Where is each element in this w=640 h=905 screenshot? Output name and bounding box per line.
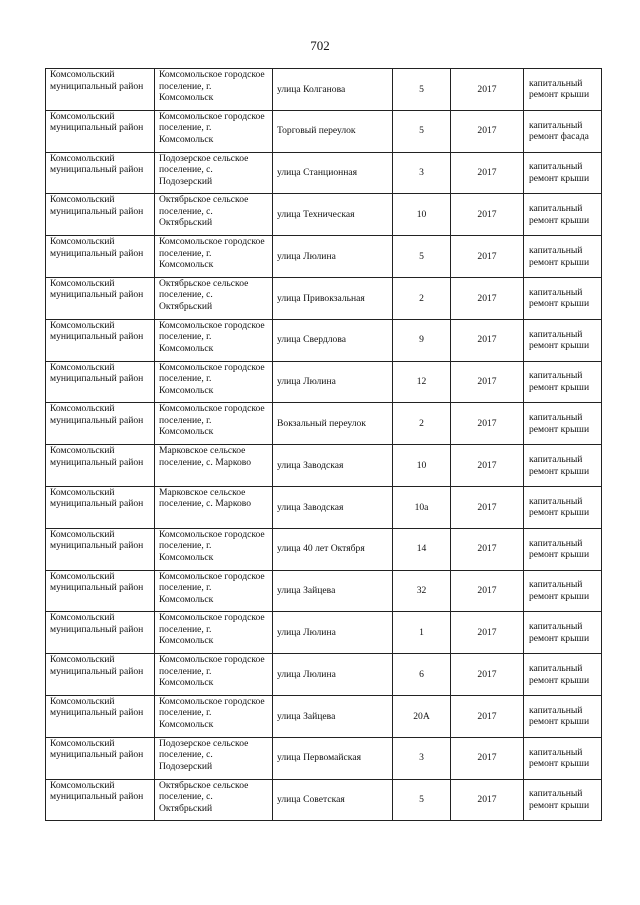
work-type-cell: капитальный ремонт крыши [524,152,602,194]
settlement-cell: Комсомольское городское поселение, г. Комсомольск [155,319,273,361]
street-cell: улица Советская [273,779,393,821]
street-cell: улица Заводская [273,445,393,487]
settlement-cell: Подозерское сельское поселение, с. Подозерский [155,152,273,194]
district-cell: Комсомольский муниципальный район [46,277,155,319]
table-row [46,361,602,403]
district-cell: Комсомольский муниципальный район [46,319,155,361]
work-type-cell: капитальный ремонт фасада [524,110,602,152]
repair-schedule-table [45,68,602,821]
district-cell: Комсомольский муниципальный район [46,612,155,654]
year-cell: 2017 [451,403,524,445]
district-cell: Комсомольский муниципальный район [46,654,155,696]
table-row [46,69,602,111]
table-row [46,695,602,737]
house-number-cell: 5 [393,110,451,152]
year-cell: 2017 [451,194,524,236]
table-body [46,69,602,821]
district-cell: Комсомольский муниципальный район [46,194,155,236]
work-type-cell: капитальный ремонт крыши [524,319,602,361]
street-cell: улица Зайцева [273,570,393,612]
district-cell: Комсомольский муниципальный район [46,236,155,278]
table-row [46,570,602,612]
work-type-cell: капитальный ремонт крыши [524,528,602,570]
settlement-cell: Марковское сельское поселение, с. Марково [155,486,273,528]
street-cell: улица Колганова [273,69,393,111]
street-cell: Торговый переулок [273,110,393,152]
district-cell: Комсомольский муниципальный район [46,361,155,403]
street-cell: улица Свердлова [273,319,393,361]
settlement-cell: Марковское сельское поселение, с. Марково [155,445,273,487]
table-row [46,486,602,528]
table-row [46,737,602,779]
street-cell: улица Первомайская [273,737,393,779]
year-cell: 2017 [451,779,524,821]
work-type-cell: капитальный ремонт крыши [524,779,602,821]
year-cell: 2017 [451,695,524,737]
house-number-cell: 14 [393,528,451,570]
house-number-cell: 5 [393,69,451,111]
street-cell: улица Заводская [273,486,393,528]
table-row [46,403,602,445]
year-cell: 2017 [451,737,524,779]
house-number-cell: 3 [393,152,451,194]
work-type-cell: капитальный ремонт крыши [524,737,602,779]
table-row [46,654,602,696]
year-cell: 2017 [451,486,524,528]
year-cell: 2017 [451,236,524,278]
year-cell: 2017 [451,445,524,487]
settlement-cell: Комсомольское городское поселение, г. Комсомольск [155,612,273,654]
street-cell: улица Люлина [273,361,393,403]
table-row [46,152,602,194]
settlement-cell: Комсомольское городское поселение, г. Комсомольск [155,236,273,278]
year-cell: 2017 [451,69,524,111]
settlement-cell: Комсомольское городское поселение, г. Комсомольск [155,528,273,570]
work-type-cell: капитальный ремонт крыши [524,69,602,111]
work-type-cell: капитальный ремонт крыши [524,695,602,737]
work-type-cell: капитальный ремонт крыши [524,612,602,654]
year-cell: 2017 [451,361,524,403]
work-type-cell: капитальный ремонт крыши [524,194,602,236]
table-row [46,110,602,152]
district-cell: Комсомольский муниципальный район [46,445,155,487]
year-cell: 2017 [451,110,524,152]
year-cell: 2017 [451,654,524,696]
house-number-cell: 20А [393,695,451,737]
table-row [46,236,602,278]
work-type-cell: капитальный ремонт крыши [524,570,602,612]
house-number-cell: 12 [393,361,451,403]
table-row [46,319,602,361]
house-number-cell: 10а [393,486,451,528]
work-type-cell: капитальный ремонт крыши [524,445,602,487]
year-cell: 2017 [451,277,524,319]
settlement-cell: Комсомольское городское поселение, г. Комсомольск [155,110,273,152]
table-row [46,612,602,654]
street-cell: улица Станционная [273,152,393,194]
house-number-cell: 32 [393,570,451,612]
year-cell: 2017 [451,570,524,612]
street-cell: улица Техническая [273,194,393,236]
street-cell: Вокзальный переулок [273,403,393,445]
street-cell: улица Зайцева [273,695,393,737]
year-cell: 2017 [451,152,524,194]
work-type-cell: капитальный ремонт крыши [524,277,602,319]
work-type-cell: капитальный ремонт крыши [524,403,602,445]
district-cell: Комсомольский муниципальный район [46,110,155,152]
house-number-cell: 2 [393,277,451,319]
settlement-cell: Комсомольское городское поселение, г. Комсомольск [155,403,273,445]
house-number-cell: 5 [393,779,451,821]
work-type-cell: капитальный ремонт крыши [524,654,602,696]
settlement-cell: Октябрьское сельское поселение, с. Октябрьский [155,194,273,236]
year-cell: 2017 [451,612,524,654]
year-cell: 2017 [451,319,524,361]
district-cell: Комсомольский муниципальный район [46,486,155,528]
district-cell: Комсомольский муниципальный район [46,695,155,737]
year-cell: 2017 [451,528,524,570]
district-cell: Комсомольский муниципальный район [46,570,155,612]
house-number-cell: 9 [393,319,451,361]
settlement-cell: Комсомольское городское поселение, г. Комсомольск [155,69,273,111]
page-number: 702 [310,38,330,53]
district-cell: Комсомольский муниципальный район [46,403,155,445]
street-cell: улица Люлина [273,654,393,696]
work-type-cell: капитальный ремонт крыши [524,486,602,528]
settlement-cell: Комсомольское городское поселение, г. Комсомольск [155,570,273,612]
house-number-cell: 10 [393,445,451,487]
house-number-cell: 2 [393,403,451,445]
house-number-cell: 1 [393,612,451,654]
settlement-cell: Октябрьское сельское поселение, с. Октябрьский [155,277,273,319]
house-number-cell: 3 [393,737,451,779]
district-cell: Комсомольский муниципальный район [46,69,155,111]
street-cell: улица Люлина [273,612,393,654]
settlement-cell: Комсомольское городское поселение, г. Комсомольск [155,695,273,737]
house-number-cell: 6 [393,654,451,696]
settlement-cell: Комсомольское городское поселение, г. Комсомольск [155,361,273,403]
table-row [46,528,602,570]
district-cell: Комсомольский муниципальный район [46,528,155,570]
table-row [46,194,602,236]
street-cell: улица 40 лет Октября [273,528,393,570]
settlement-cell: Комсомольское городское поселение, г. Комсомольск [155,654,273,696]
district-cell: Комсомольский муниципальный район [46,152,155,194]
table-row [46,277,602,319]
work-type-cell: капитальный ремонт крыши [524,361,602,403]
district-cell: Комсомольский муниципальный район [46,737,155,779]
table-row [46,779,602,821]
house-number-cell: 10 [393,194,451,236]
district-cell: Комсомольский муниципальный район [46,779,155,821]
settlement-cell: Октябрьское сельское поселение, с. Октябрьский [155,779,273,821]
street-cell: улица Люлина [273,236,393,278]
house-number-cell: 5 [393,236,451,278]
settlement-cell: Подозерское сельское поселение, с. Подозерский [155,737,273,779]
street-cell: улица Привокзальная [273,277,393,319]
work-type-cell: капитальный ремонт крыши [524,236,602,278]
table-row [46,445,602,487]
